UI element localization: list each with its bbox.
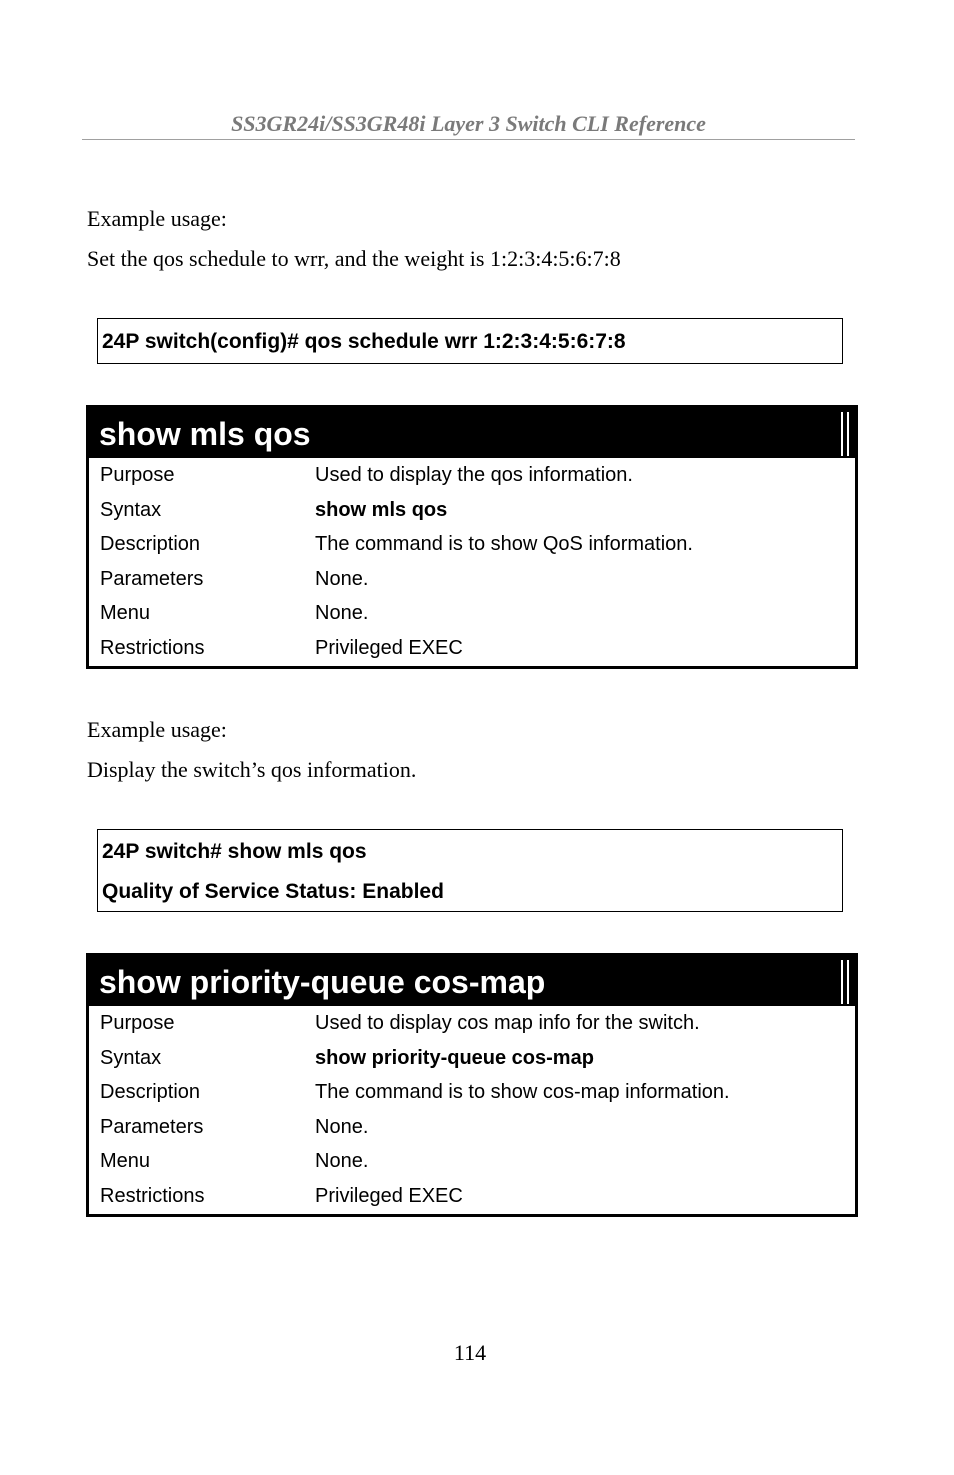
title-bar-edge <box>847 412 849 456</box>
table-row <box>89 527 855 562</box>
row-label: Restrictions <box>100 636 205 659</box>
running-header: SS3GR24i/SS3GR48i Layer 3 Switch CLI Reference <box>231 111 706 136</box>
command-title-bar <box>89 956 855 1006</box>
row-label: Purpose <box>100 1012 175 1034</box>
example-description: Set the qos schedule to wrr, and the weight is 1:2:3:4:5:6:7:8 <box>87 246 621 271</box>
row-label: Menu <box>100 1150 151 1173</box>
table-row <box>89 631 855 666</box>
row-label: Purpose <box>100 464 175 486</box>
row-value: The command is to show cos-map information. <box>315 1081 730 1104</box>
header-divider <box>82 139 855 140</box>
code-line: 24P switch(config)# qos schedule wrr 1:2:3:4:5:6:7:8 <box>102 330 626 353</box>
row-label: Restrictions <box>100 1184 205 1207</box>
title-bar-edge <box>841 412 843 456</box>
row-value: None. <box>315 1115 369 1138</box>
title-bar-edge <box>841 960 843 1004</box>
code-example-box <box>97 829 843 912</box>
row-label: Parameters <box>100 567 204 590</box>
example-description: Display the switch’s qos information. <box>87 757 417 782</box>
table-row <box>89 1075 855 1110</box>
row-value: show priority-queue cos-map <box>315 1046 594 1069</box>
row-value: None. <box>315 1150 369 1173</box>
row-value: Used to display cos map info for the switch. <box>315 1012 700 1034</box>
title-bar-edge <box>847 960 849 1004</box>
row-label: Parameters <box>100 1115 204 1138</box>
table-row <box>89 1144 855 1179</box>
row-value: Used to display the qos information. <box>315 464 633 486</box>
row-value: None. <box>315 567 369 590</box>
row-label: Menu <box>100 602 151 625</box>
row-label: Syntax <box>100 1046 162 1069</box>
row-label: Description <box>100 1081 201 1104</box>
row-value: The command is to show QoS information. <box>315 533 693 556</box>
page-number: 114 <box>453 1340 487 1365</box>
table-row <box>89 1006 855 1041</box>
code-example-box <box>97 318 843 364</box>
example-usage-label: Example usage: <box>87 717 227 742</box>
table-row <box>89 1179 855 1214</box>
command-table-show-priority-queue-cos-map <box>86 953 858 1217</box>
row-value: show mls qos <box>315 498 448 521</box>
row-value: None. <box>315 602 369 625</box>
command-title-bar <box>89 408 855 458</box>
table-row <box>89 458 855 493</box>
table-row <box>89 1041 855 1076</box>
example-usage-label: Example usage: <box>87 206 227 231</box>
command-title: show mls qos <box>99 416 311 452</box>
row-value: Privileged EXEC <box>315 636 463 659</box>
row-label: Description <box>100 533 201 556</box>
code-line: Quality of Service Status: Enabled <box>102 880 444 903</box>
table-row <box>89 562 855 597</box>
table-row <box>89 493 855 528</box>
command-title: show priority-queue cos-map <box>99 964 546 1000</box>
row-label: Syntax <box>100 498 162 521</box>
command-table-show-mls-qos <box>86 405 858 669</box>
table-row <box>89 1110 855 1145</box>
row-value: Privileged EXEC <box>315 1184 463 1207</box>
table-row <box>89 596 855 631</box>
code-line: 24P switch# show mls qos <box>102 840 367 863</box>
